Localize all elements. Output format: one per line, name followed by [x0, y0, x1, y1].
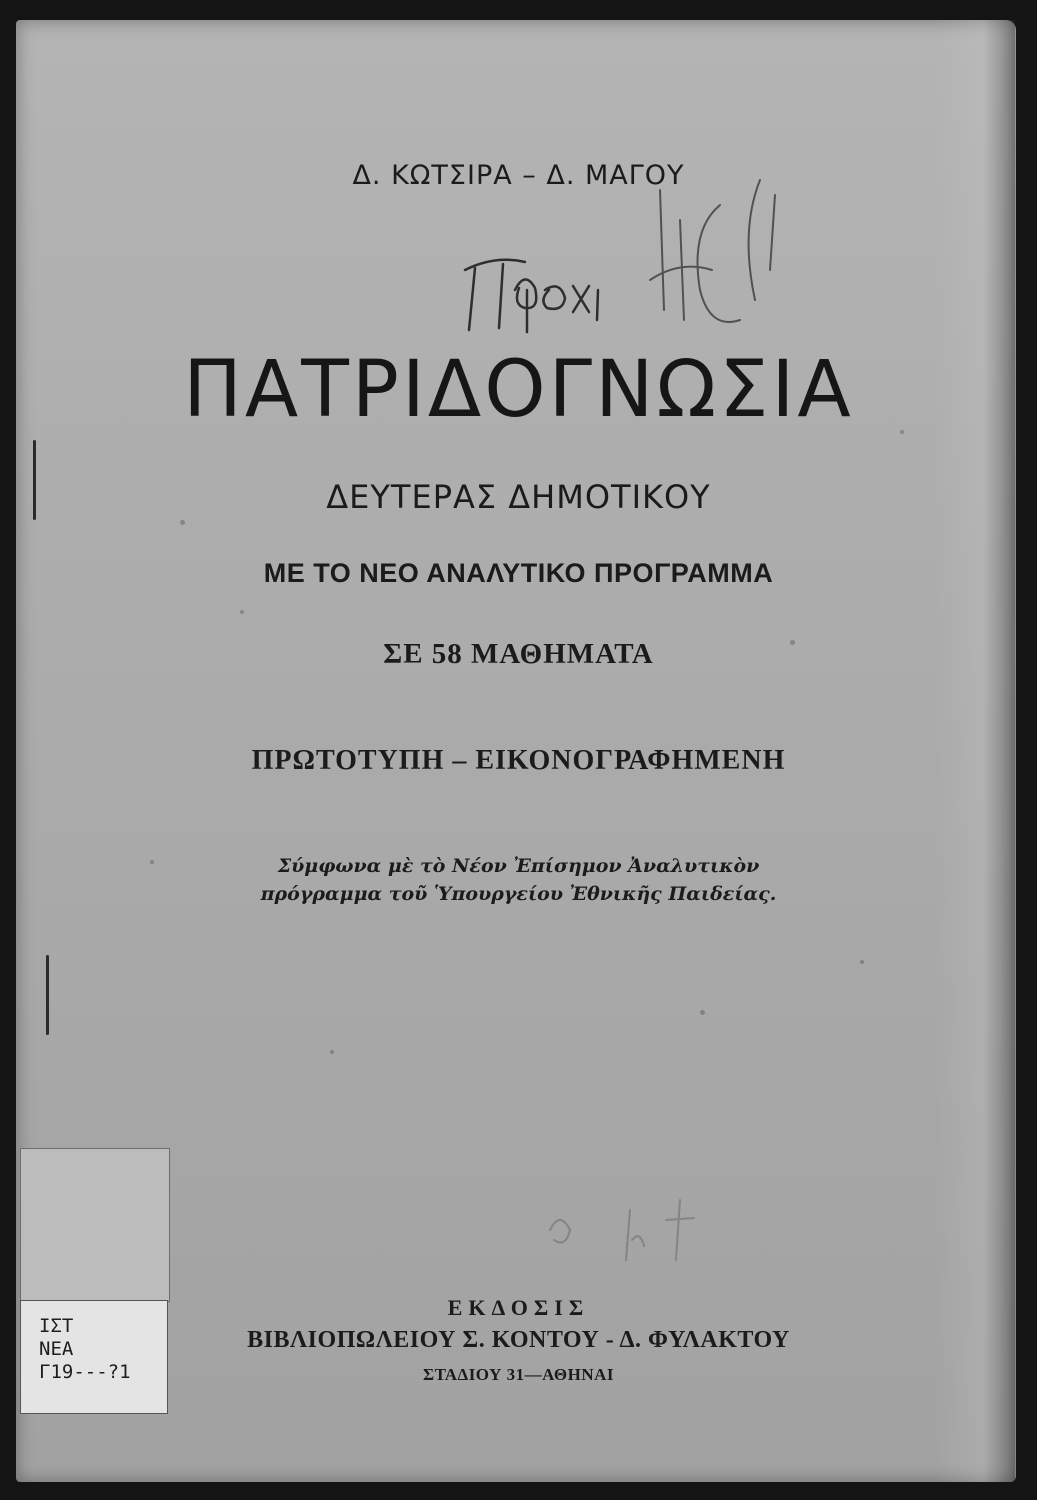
faint-pencil-marks — [540, 1190, 730, 1270]
conformity-note-line-1: Σύμφωνα μὲ τὸ Νέον Ἐπίσημον Ἀναλυτικὸν — [277, 855, 760, 877]
curriculum-line: ΜΕ ΤΟ ΝΕΟ ΑΝΑΛΥΤΙΚΟ ΠΡΟΓΡΑΜΜΑ — [263, 558, 774, 588]
conformity-note-line-2: πρόγραμμα τοῦ Ὑπουργείου Ἐθνικῆς Παιδείας. — [260, 883, 777, 905]
call-number-line: Γ19---?1 — [39, 1361, 131, 1383]
binding-staple — [46, 955, 49, 1035]
edition-note: ΠΡΩΤΟΤΥΠΗ – ΕΙΚΟΝΟΓΡΑΦΗΜΕΝΗ — [251, 745, 786, 776]
library-sticker-blank — [20, 1148, 170, 1302]
paper-speck — [180, 520, 185, 525]
library-call-number-label — [20, 1300, 168, 1414]
publisher-name: ΒΙΒΛΙΟΠΩΛΕΙΟΥ Σ. ΚΟΝΤΟΥ - Δ. ΦΥΛΑΚΤΟΥ — [247, 1327, 790, 1353]
paper-speck — [330, 1050, 334, 1054]
lessons-count: ΣΕ 58 ΜΑΘΗΜΑΤΑ — [383, 638, 654, 670]
authors: Δ. ΚΩΤΣΙΡΑ – Δ. ΜΑΓΟΥ — [352, 160, 685, 191]
call-number-line: ΙΣΤ — [39, 1315, 74, 1337]
publisher-address: ΣΤΑΔΙΟΥ 31—ΑΘΗΝΑΙ — [422, 1365, 615, 1384]
book-subtitle: ΔΕΥΤΕΡΑΣ ΔΗΜΟΤΙΚΟΥ — [326, 478, 711, 516]
call-number-line: ΝΕΑ — [39, 1338, 74, 1360]
handwritten-note-mark — [455, 250, 605, 340]
paper-speck — [700, 1010, 705, 1015]
book-title: ΠΑΤΡΙΔΟΓΝΩΣΙΑ — [183, 345, 854, 435]
paper-speck — [240, 610, 244, 614]
handwritten-scribble — [620, 170, 800, 340]
paper-speck — [860, 960, 864, 964]
publisher-label: ΕΚΔΟΣΙΣ — [447, 1295, 590, 1320]
